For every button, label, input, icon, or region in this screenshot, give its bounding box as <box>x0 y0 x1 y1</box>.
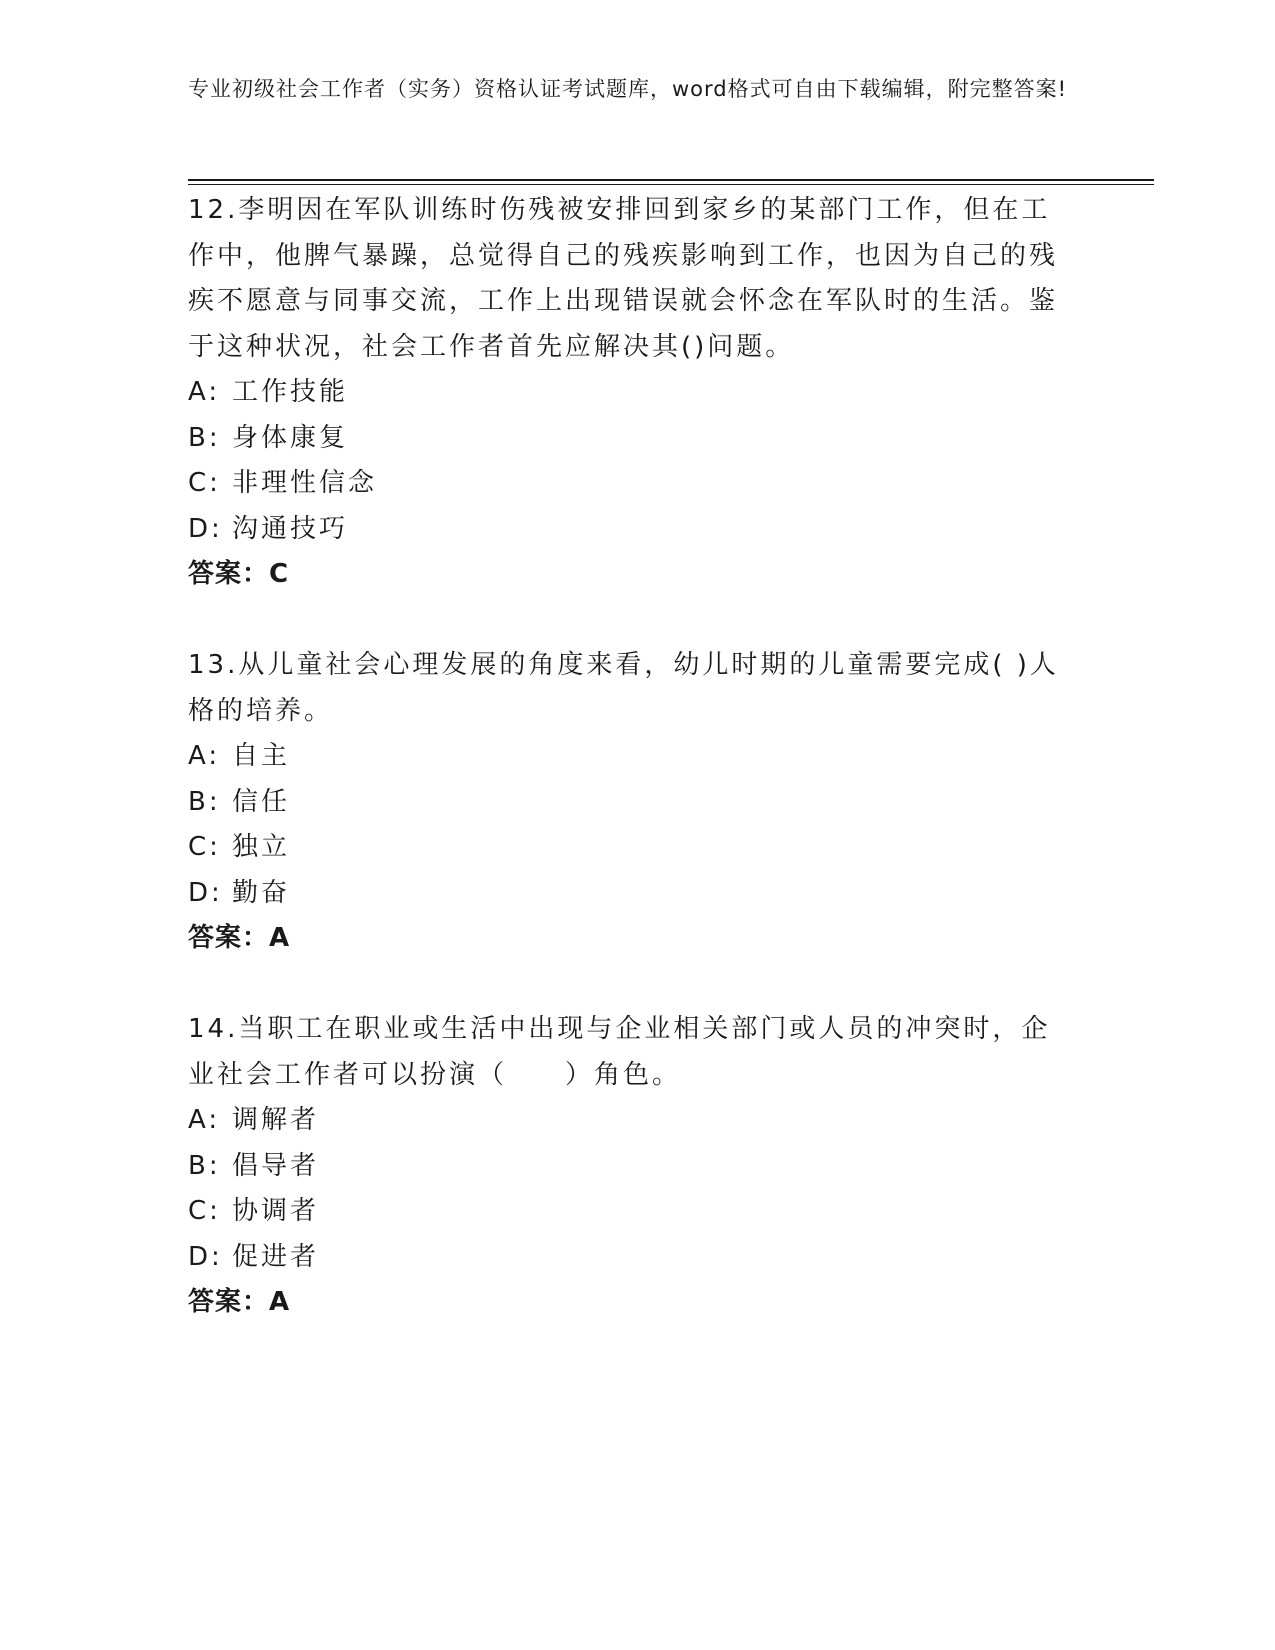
option-key: D: <box>188 1241 223 1272</box>
option-d <box>188 507 1078 553</box>
document-header: 专业初级社会工作者（实务）资格认证考试题库，word格式可自由下载编辑，附完整答案! <box>188 77 1068 101</box>
question-number: 13. <box>188 650 239 680</box>
option-a <box>188 370 1078 416</box>
option-b <box>188 1144 1078 1190</box>
option-text: 促进者 <box>232 1241 320 1272</box>
option-text: 倡导者 <box>232 1150 320 1181</box>
option-key: A: <box>188 741 221 771</box>
option-a <box>188 1098 1078 1144</box>
question-number: 14. <box>188 1014 239 1044</box>
option-key: D: <box>188 513 223 544</box>
option-c <box>188 825 1078 871</box>
option-a <box>188 734 1078 780</box>
option-key: B: <box>188 1150 221 1181</box>
option-key: B: <box>188 786 221 817</box>
answer-line: 答案：A <box>188 923 291 953</box>
option-text: 信任 <box>232 786 291 817</box>
option-text: 工作技能 <box>232 377 349 407</box>
question-stem <box>188 643 1078 734</box>
question-text: 李明因在军队训练时伤残被安排回到家乡的某部门工作，但在工作中，他脾气暴躁，总觉得自己的残疾影响到工作，也因为自己的残疾不愿意与同事交流，工作上出现错误就会怀念在军队时的生活。鉴于这种状况，社会工作者首先应解决其()问题。 <box>188 195 1059 362</box>
question-12 <box>188 188 1078 598</box>
question-14 <box>188 1007 1078 1326</box>
option-text: 身体康复 <box>232 422 349 453</box>
option-b <box>188 416 1078 462</box>
option-c <box>188 461 1078 507</box>
question-text: 当职工在职业或生活中出现与企业相关部门或人员的冲突时，企业社会工作者可以扮演（ ）角色。 <box>188 1014 1051 1090</box>
option-text: 调解者 <box>232 1105 320 1135</box>
option-d <box>188 871 1078 917</box>
option-text: 自主 <box>232 741 291 771</box>
answer-line: 答案：A <box>188 1287 291 1317</box>
answer-line: 答案：C <box>188 559 290 589</box>
option-text: 独立 <box>232 832 291 862</box>
option-key: C: <box>188 1196 221 1226</box>
option-key: C: <box>188 468 221 498</box>
option-text: 勤奋 <box>232 877 291 908</box>
question-number: 12. <box>188 195 239 225</box>
option-b <box>188 780 1078 826</box>
option-key: A: <box>188 377 221 407</box>
question-13 <box>188 643 1078 962</box>
question-text: 从儿童社会心理发展的角度来看，幼儿时期的儿童需要完成( )人格的培养。 <box>188 650 1059 726</box>
question-stem <box>188 1007 1078 1098</box>
option-key: A: <box>188 1105 221 1135</box>
option-key: D: <box>188 877 223 908</box>
option-d <box>188 1235 1078 1281</box>
question-stem <box>188 188 1078 370</box>
option-key: C: <box>188 832 221 862</box>
option-text: 沟通技巧 <box>232 513 349 544</box>
option-text: 协调者 <box>232 1196 320 1226</box>
header-divider <box>188 179 1154 185</box>
option-key: B: <box>188 422 221 453</box>
option-c <box>188 1189 1078 1235</box>
option-text: 非理性信念 <box>232 468 378 498</box>
